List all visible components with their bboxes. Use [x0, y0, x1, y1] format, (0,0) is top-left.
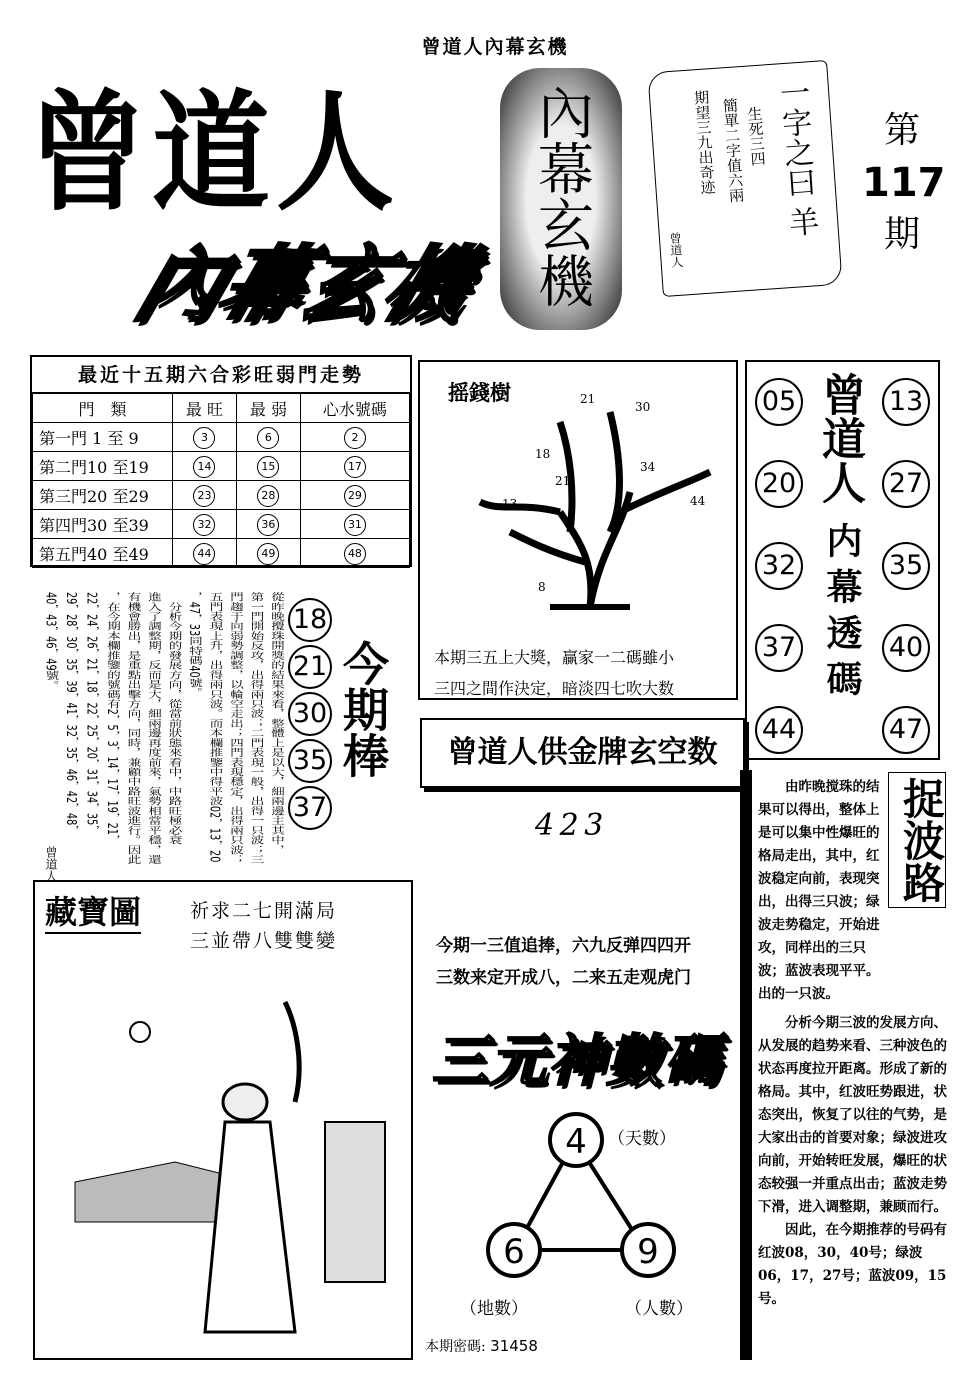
analysis-column: 從昨晚攪珠開獎的結果來看，整體上是以大，細兩邊主其中，: [268, 592, 284, 855]
handwritten-number: 4 2 3: [535, 808, 602, 843]
numbox-number: 27: [882, 460, 930, 508]
numbox-subtitle: 内幕透碼: [821, 522, 862, 706]
table-cell: [300, 452, 409, 481]
analysis-column: 五門表現上升，出得兩只波。而本欄推鑒中得平波02，13，20: [206, 592, 223, 863]
numbox-number: 40: [882, 624, 930, 672]
table-cell: [300, 539, 409, 568]
table-cell: [236, 452, 300, 481]
number-circle: 3: [193, 427, 215, 449]
analysis-column: 22，24，26，21，18，22，25，20，31，34，35，: [83, 592, 100, 835]
tree-number: 18: [535, 447, 551, 461]
numbox-number: 20: [755, 460, 803, 508]
code-label: 本期密碼:: [425, 1339, 486, 1355]
number-box: [745, 360, 940, 760]
issue-value: 117: [862, 160, 946, 206]
scroll-line-4: 期望三九出奇迹: [691, 89, 718, 196]
analysis-column: 40，43，46，49號。: [42, 592, 59, 691]
number-circle: 32: [193, 514, 215, 536]
analysis-column: 門趨于向弱勢調整，以輪空走出；四門表現穩定，出得兩只波；: [227, 592, 243, 865]
tree-number: 44: [690, 494, 706, 508]
sanyuan-left-label: （地數）: [460, 1299, 528, 1319]
top-title: 曾道人內幕玄機: [421, 36, 569, 58]
divider-bar: [740, 770, 752, 1360]
main-title: 曾道人: [28, 77, 401, 229]
sanyuan-right: 9: [620, 1222, 676, 1278]
seal-image: [500, 68, 622, 330]
analysis-column: 分析今期的發展方向，從當前狀態來看中，中路旺極必衰: [165, 592, 182, 845]
bolu-text: [758, 776, 948, 1311]
table-row: [33, 423, 410, 452]
numbox-number: 32: [755, 542, 803, 590]
tree-number: 21: [555, 474, 571, 488]
table-cell: [173, 452, 237, 481]
table-row: [33, 452, 410, 481]
analysis-column: 第一門開始反攻，出得兩只波；二門表現一般，出得一只波；三: [247, 592, 264, 865]
tree-image: [460, 392, 720, 612]
bolu-paragraph: 由昨晚搅珠的结果可以得出，整体上是可以集中性爆旺的格局走出，其中，红波稳定向前，表现突出，出得三只波；绿波走势稳定，开始进攻，同样出的三只波；蓝波表现平平。出的一只波。: [758, 779, 880, 1002]
bang-number: 21: [288, 645, 332, 689]
table-cell: [300, 510, 409, 539]
number-circle: 44: [193, 543, 215, 565]
analysis-column: 進入了調整期，反而是大，細兩邊再度前來，氣勢相當平穩，還: [145, 592, 161, 865]
secret-code: [425, 1337, 538, 1356]
tree-number: 8: [538, 580, 546, 594]
table-row: [33, 539, 410, 568]
number-circle: 2: [344, 427, 366, 449]
middle-poem: [436, 930, 691, 994]
table-cell: [173, 481, 237, 510]
issue-suffix: 期: [883, 214, 920, 255]
table-cell: [300, 481, 409, 510]
issue-number: [862, 105, 946, 261]
table-cell: [300, 423, 409, 452]
table-cell: [236, 481, 300, 510]
bang-title: 今期棒: [336, 640, 390, 778]
sanyuan-left: 6: [486, 1222, 542, 1278]
sub-title: 內幕玄機: [124, 238, 484, 333]
number-circle: 36: [257, 514, 279, 536]
tree-number: 34: [640, 460, 656, 474]
door-label: 第五門40 至49: [33, 539, 173, 568]
door-label: 第三門20 至29: [33, 481, 173, 510]
scroll-line-3: 簡單二字值六兩: [720, 97, 746, 204]
sanyuan-right-label: （人數）: [625, 1299, 693, 1319]
treasure-poem: [190, 896, 337, 956]
numbox-number: 44: [755, 706, 803, 754]
treasure-title: 藏寶圖: [45, 892, 141, 934]
numbox-number: 37: [755, 624, 803, 672]
col-header: 最 旺: [173, 394, 237, 423]
poem-line: 三四之間作決定，暗淡四七吹大数: [434, 679, 675, 698]
col-header: 心水號碼: [300, 394, 409, 423]
trend-table: [30, 355, 412, 567]
door-label: 第二門10 至19: [33, 452, 173, 481]
poem-line: 三数来定开成八，二来五走观虎门: [436, 968, 691, 988]
bang-number: 30: [288, 692, 332, 736]
sanyuan-title: 三元神數碼: [432, 1029, 722, 1094]
treasure-box: [33, 880, 413, 1360]
numbox-number: 35: [882, 542, 930, 590]
poem-line: 今期一三值追捧，六九反弹四四开: [436, 936, 691, 956]
tree-number: 13: [502, 497, 518, 511]
number-circle: 28: [257, 485, 279, 507]
door-label: 第一門 1 至 9: [33, 423, 173, 452]
scroll: [647, 60, 842, 297]
scroll-sign: 曾道人: [667, 231, 685, 269]
number-circle: 31: [344, 514, 366, 536]
code-value: 31458: [490, 1337, 538, 1355]
scroll-line-1: 一字之曰 羊: [773, 76, 820, 238]
analysis-sign: 曾道人: [44, 846, 58, 882]
table-row: [33, 481, 410, 510]
number-circle: 15: [257, 456, 279, 478]
bolu-paragraph: 分析今期三波的发展方向、从发展的趋势来看、三种波色的状态再度拉开距离。形成了新的格局。其中，红波旺势跟进，状态突出，恢复了以往的气势，是大家出击的首要对象；绿波进攻向前，开始转旺发展，爆旺的状态较强一并重点出击；蓝波走势下滑，进入调整期，兼顾而行。: [758, 1015, 947, 1215]
analysis-column: ，47，33同特碼40號。: [186, 592, 202, 698]
numbox-number: 13: [882, 378, 930, 426]
sanyuan-top-label: （天數）: [608, 1129, 676, 1149]
analysis-column: 有機會勝出，是重點出擊方向，同時，兼顧中路旺波進行。因此: [124, 592, 141, 865]
analysis-column: 29，28，30，35，39，41，32，35，46，42，48，: [63, 592, 79, 835]
tree-number: 21: [580, 392, 596, 406]
number-circle: 23: [193, 485, 215, 507]
table-cell: [173, 423, 237, 452]
bolu-paragraph: 因此，在今期推荐的号码有红波08，30，40号；绿波06，17，27号；蓝波09，15号。: [758, 1222, 947, 1307]
table-cell: [236, 423, 300, 452]
col-header: 最 弱: [236, 394, 300, 423]
table-cell: [173, 510, 237, 539]
number-circle: 17: [344, 456, 366, 478]
col-header: 門 類: [33, 394, 173, 423]
bang-number: 18: [288, 598, 332, 642]
numbox-number: 47: [882, 706, 930, 754]
seal-text: 內幕玄機: [529, 84, 594, 308]
numbox-number: 05: [755, 378, 803, 426]
number-circle: 49: [257, 543, 279, 565]
sanyuan-top: 4: [548, 1112, 604, 1168]
bang-number: 37: [288, 786, 332, 830]
bolu-title: 捉波路: [888, 772, 946, 908]
door-label: 第四門30 至39: [33, 510, 173, 539]
treasure-illustration: [55, 982, 395, 1352]
analysis-column: ，在今期本欄推鑒的號碼有2，5，3，14，17，19，21，: [104, 592, 120, 845]
table-cell: [236, 539, 300, 568]
numbox-title: 曾道人: [814, 372, 865, 504]
table-row: [33, 510, 410, 539]
table-title: 最近十五期六合彩旺弱門走勢: [32, 357, 410, 393]
issue-prefix: 第: [883, 110, 920, 151]
bang-number: 35: [288, 739, 332, 783]
tree-number: 30: [635, 400, 651, 414]
table-cell: [173, 539, 237, 568]
tree-title: 摇錢樹: [448, 381, 511, 405]
table-cell: [236, 510, 300, 539]
number-circle: 6: [257, 427, 279, 449]
poem-line: 祈求二七開滿局: [190, 900, 338, 922]
banner: 曾道人供金牌玄空数: [420, 718, 745, 788]
tree-poem: [434, 642, 674, 704]
money-tree-box: [418, 360, 738, 700]
number-circle: 48: [344, 543, 366, 565]
number-circle: 14: [193, 456, 215, 478]
table: [32, 393, 410, 568]
table-header: [33, 394, 410, 423]
number-circle: 29: [344, 485, 366, 507]
poem-line: 三並帶八雙雙變: [190, 930, 338, 952]
poem-line: 本期三五上大獎，贏家一二碼雖小: [434, 648, 675, 667]
analysis-text: [40, 592, 286, 868]
scroll-line-2: 生死三四: [745, 105, 768, 167]
